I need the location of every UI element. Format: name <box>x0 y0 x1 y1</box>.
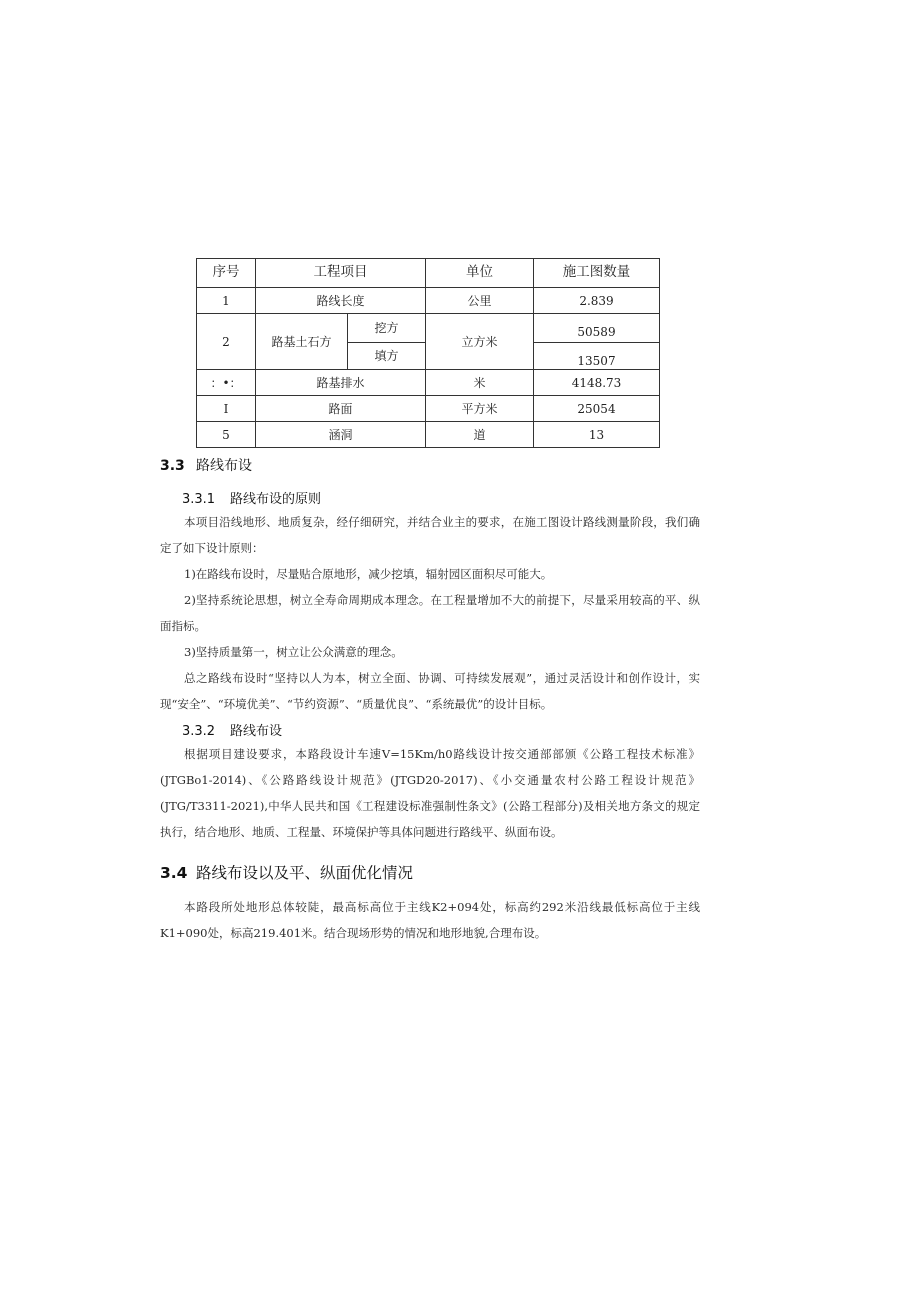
cell-qty: 13 <box>534 422 660 448</box>
subsection-title: 路线布设的原则 <box>230 492 322 507</box>
table-row <box>197 288 660 314</box>
table-row <box>197 396 660 422</box>
cell-unit: 公里 <box>426 288 534 314</box>
cell-no: I <box>197 396 256 422</box>
cell-unit: 米 <box>426 370 534 396</box>
section-heading-3-4 <box>160 861 413 883</box>
principle-1: 1)在路线布设时，尽量贴合原地形，减少挖填，辐射园区面积尽可能大。 <box>184 567 553 581</box>
cell-qty: 2.839 <box>534 288 660 314</box>
cell-no: 1 <box>197 288 256 314</box>
header-no: 序号 <box>197 259 256 288</box>
cell-unit: 平方米 <box>426 396 534 422</box>
quantity-table <box>196 258 660 448</box>
cell-item: 路线长度 <box>256 288 426 314</box>
principle-2: 2)坚持系统论思想，树立全寿命周期成本理念。在工程量增加不大的前提下，尽量采用较高的平、纵面指标。 <box>160 593 700 633</box>
paragraph-intro: 本项目沿线地形、地质复杂，经仔细研究，并结合业主的要求，在施工图设计路线测量阶段，我们确定了如下设计原则： <box>160 515 700 555</box>
cell-qty: 25054 <box>534 396 660 422</box>
section-number: 3.4 <box>160 864 188 882</box>
header-item: 工程项目 <box>256 259 426 288</box>
section-number: 3.3 <box>160 458 185 474</box>
paragraph-optimization: 本路段所处地形总体较陡，最高标高位于主线K2+094处，标高约292米沿线最低标高位于主线K1+090处，标高219.401米。结合现场形势的情况和地形地貌,合理布设。 <box>160 900 700 940</box>
table-row <box>197 422 660 448</box>
principle-3: 3)坚持质量第一，树立让公众满意的理念。 <box>184 645 403 659</box>
cell-no: ：•： <box>197 370 256 396</box>
cell-subitem: 挖方 <box>348 314 426 343</box>
section-heading-3-3 <box>160 455 252 475</box>
subsection-heading-3-3-1 <box>182 488 321 507</box>
subsection-number: 3.3.2 <box>182 724 216 739</box>
paragraph-summary: 总之路线布设时“坚持以人为本，树立全面、协调、可持续发展观”，通过灵活设计和创作设计，实现“安全”、“环境优美”、“节约资源”、“质量优良”、“系统最优”的设计目标。 <box>160 671 700 711</box>
cell-unit: 立方米 <box>426 314 534 370</box>
cell-item: 路面 <box>256 396 426 422</box>
cell-no: 2 <box>197 314 256 370</box>
cell-subitem: 填方 <box>348 343 426 370</box>
subsection-heading-3-3-2 <box>182 720 282 739</box>
header-qty: 施工图数量 <box>534 259 660 288</box>
cell-qty: 13507 <box>534 343 660 370</box>
subsection-title: 路线布设 <box>230 724 283 739</box>
cell-qty: 50589 <box>534 314 660 343</box>
table-header-row <box>197 259 660 288</box>
cell-item: 涵洞 <box>256 422 426 448</box>
cell-unit: 道 <box>426 422 534 448</box>
section-title: 路线布设 <box>196 458 252 474</box>
header-unit: 单位 <box>426 259 534 288</box>
paragraph-design-basis: 根据项目建设要求，本路段设计车速V=15Km/h0路线设计按交通部部颁《公路工程技术标准》(JTGBo1-2014)、《公路路线设计规范》(JTGD20-2017)、《小交通量农村公路工程设计规范》(JTG/T3311-2021),中华人民共和国《工程建设标准强制性条文》(公路工程部分)及相关地方条文的规定执行，结合地形、地质、工程量、环境保护等具体问题进行路线平、纵面布设。 <box>160 747 700 839</box>
cell-qty: 4148.73 <box>534 370 660 396</box>
cell-item: 路基排水 <box>256 370 426 396</box>
section-title: 路线布设以及平、纵面优化情况 <box>196 864 414 882</box>
subsection-number: 3.3.1 <box>182 492 216 507</box>
table-row <box>197 314 660 343</box>
cell-item: 路基土石方 <box>256 314 348 370</box>
table-row <box>197 370 660 396</box>
cell-no: 5 <box>197 422 256 448</box>
